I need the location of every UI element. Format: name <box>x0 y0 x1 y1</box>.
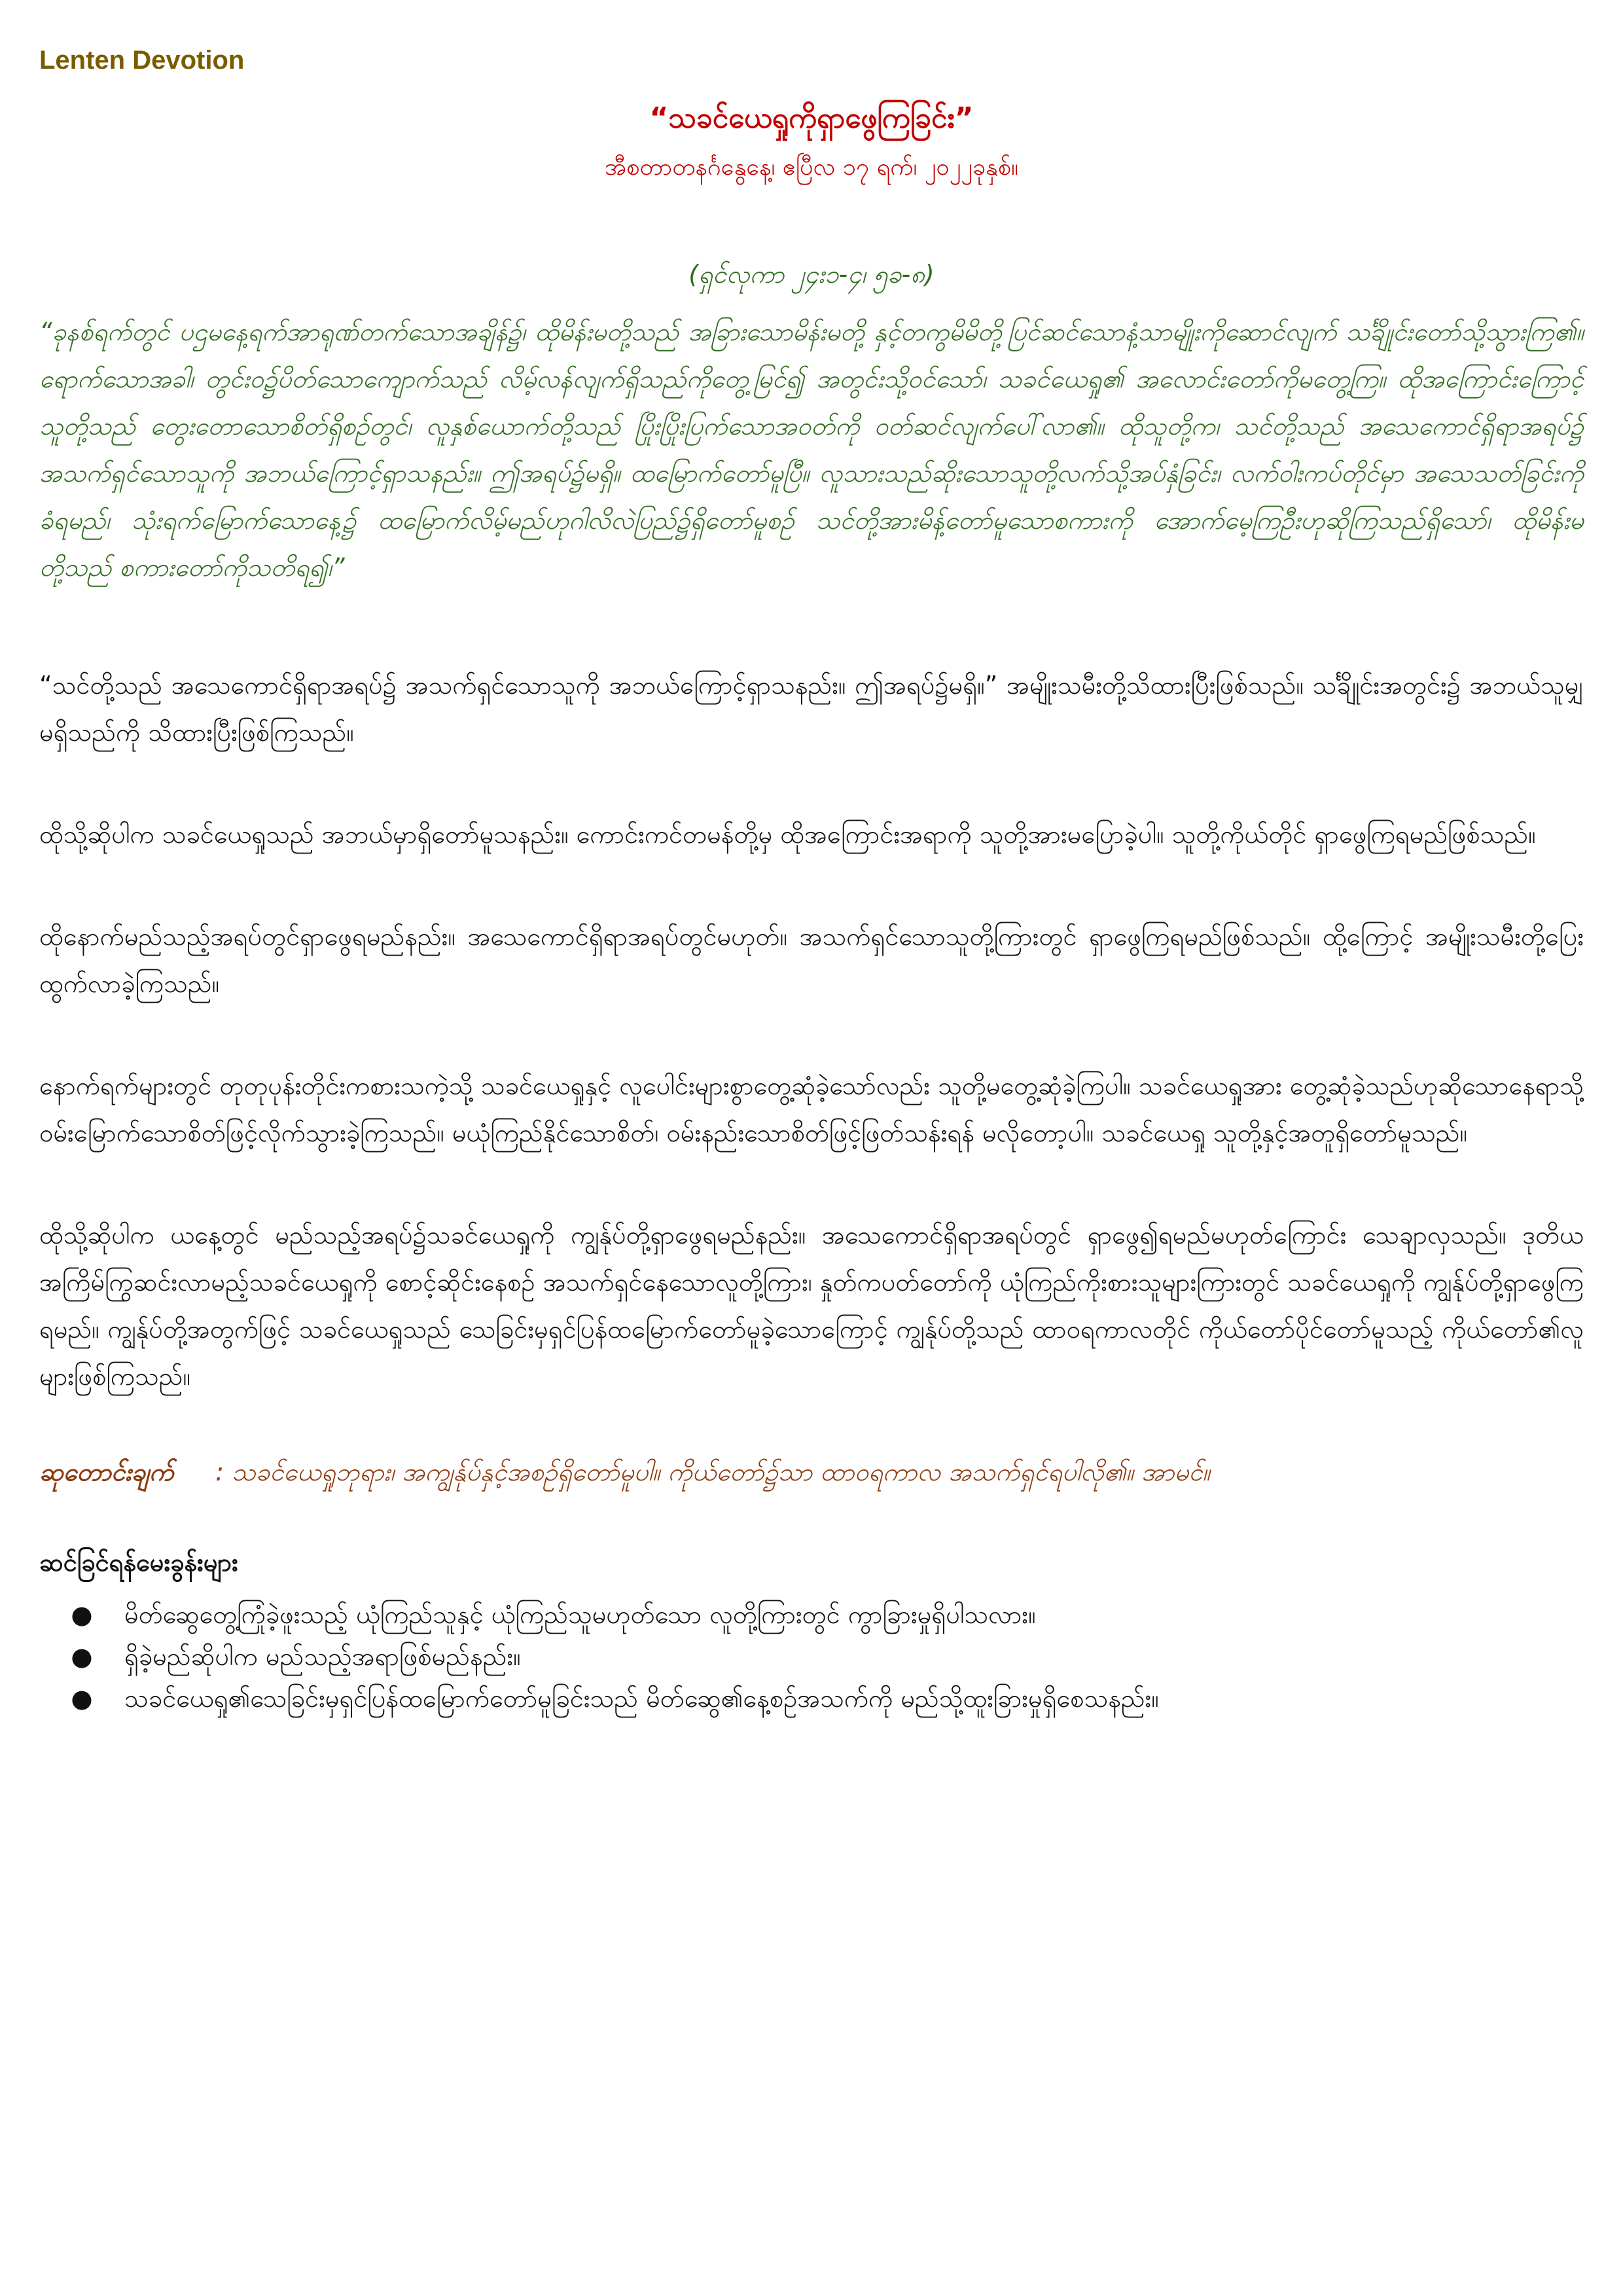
body-paragraph-3: ထိုနောက်မည်သည့်အရပ်တွင်ရှာဖွေရမည်နည်း။ အသေကောင်ရှိရာအရပ်တွင်မဟုတ်။ အသက်ရှင်သောသူတို့ကြားတွင် ရှာဖွေကြရမည်ဖြစ်သည်။ ထို့ကြောင့် အမျိုးသမီးတို့ပြေးထွက်လာခဲ့ကြသည်။ <box>39 922 1584 998</box>
body-paragraph-4: နောက်ရက်များတွင် တုတုပုန်းတိုင်းကစားသကဲ့သို့ သခင်ယေရှုနှင့် လူပေါင်းများစွာတွေ့ဆုံခဲ့သော်လည်း သူတို့မတွေ့ဆုံခဲ့ကြပါ။ သခင်ယေရှုအား တွေ့ဆုံခဲ့သည်ဟုဆိုသောနေရာသို့ ဝမ်းမြောက်သောစိတ်ဖြင့်လိုက်သွားခဲ့ကြသည်။ မယုံကြည်နိုင်သောစိတ်၊ ဝမ်းနည်းသောစိတ်ဖြင့်ဖြတ်သန်းရန် မလိုတော့ပါ။ သခင်ယေရှု သူတို့နှင့်အတူရှိတော်မူသည်။ <box>39 1071 1584 1147</box>
prayer-label: ဆုတောင်းချက် <box>39 1458 174 1486</box>
bullet-icon: ● <box>71 1684 93 1713</box>
bullet-icon: ● <box>71 1600 93 1629</box>
body-paragraph-2: ထိုသို့ဆိုပါက သခင်ယေရှုသည် အဘယ်မှာရှိတော်မူသနည်း။ ကောင်းကင်တမန်တို့မှ ထိုအကြောင်းအရာကို သူတို့အားမပြောခဲ့ပါ။ သူတို့ကိုယ်တိုင် ရှာဖွေကြရမည်ဖြစ်သည်။ <box>39 820 1536 849</box>
list-item <box>39 1636 1584 1677</box>
devotion-title: “သခင်ယေရှုကိုရှာဖွေကြခြင်း” <box>649 101 974 135</box>
bullet-icon: ● <box>71 1642 93 1671</box>
prayer-colon: : <box>215 1458 224 1486</box>
reflection-questions-list <box>39 1594 1584 1719</box>
list-item <box>39 1677 1584 1719</box>
prayer-text: သခင်ယေရှုဘုရား၊ အကျွန်ုပ်နှင့်အစဉ်ရှိတော်မူပါ။ ကိုယ်တော်၌သာ ထာဝရကာလ အသက်ရှင်ရပါလို၏။ အာမင်။ <box>232 1458 1210 1486</box>
prayer-line <box>39 1456 1584 1493</box>
scripture-reference: (ရှင်လုကာ ၂၄း၁-၄၊ ၅ခ-၈) <box>688 260 935 289</box>
devotion-date: အီစတာတနင်္ဂနွေနေ့၊ ဧပြီလ ၁၇ ရက်၊ ၂၀၂၂ခုနှစ်။ <box>605 154 1018 181</box>
scripture-passage: “ခုနစ်ရက်တွင် ပဌမနေ့ရက်အာရုဏ်တက်သောအချိန်၌၊ ထိုမိန်းမတို့သည် အခြားသောမိန်းမတို့ နှင့်တကွမိမိတို့ပြင်ဆင်သောနံ့သာမျိုးကိုဆောင်လျက် သင်္ချိုင်းတော်သို့သွားကြ၏။ ရောက်သောအခါ၊ တွင်းဝ၌ပိတ်သောကျောက်သည် လိမ့်လန်လျက်ရှိသည်ကိုတွေ့မြင်၍ အတွင်းသို့ဝင်သော်၊ သခင်ယေရှု၏ အလောင်းတော်ကိုမတွေ့ကြ။ ထိုအကြောင်းကြောင့်သူတို့သည် တွေးတောသောစိတ်ရှိစဉ်တွင်၊ လူနှစ်ယောက်တို့သည် ပြိုးပြိုးပြက်သောအဝတ်ကို ဝတ်ဆင်လျက်ပေါ်လာ၏။ ထိုသူတို့က၊ သင်တို့သည် အသေကောင်ရှိရာအရပ်၌ အသက်ရှင်သောသူကို အဘယ်ကြောင့်ရှာသနည်း။ ဤအရပ်၌မရှိ။ ထမြောက်တော်မူပြီ။ လူသားသည်ဆိုးသောသူတို့လက်သို့အပ်နှံခြင်း၊ လက်ဝါးကပ်တိုင်မှာ အသေသတ်ခြင်းကိုခံရမည်၊ သုံးရက်မြောက်သောနေ့၌ ထမြောက်လိမ့်မည်ဟုဂါလိလဲပြည်၌ရှိတော်မူစဉ် သင်တို့အားမိန့်တော်မူသောစကားကို အောက်မေ့ကြဦးဟုဆိုကြသည်ရှိသော်၊ ထိုမိန်းမတို့သည် စကားတော်ကိုသတိရ၍၊” <box>39 317 1584 582</box>
question-text: မိတ်ဆွေတွေ့ကြုံခဲ့ဖူးသည့် ယုံကြည်သူနှင့် ယုံကြည်သူမဟုတ်သော လူတို့ကြားတွင် ကွာခြားမှုရှိပါသလား။ <box>124 1600 1036 1629</box>
question-text: ရှိခဲ့မည်ဆိုပါက မည်သည့်အရာဖြစ်မည်နည်း။ <box>124 1642 521 1671</box>
devotion-page <box>39 46 1584 1719</box>
reflection-questions-heading: ဆင်ခြင်ရန်မေးခွန်းများ <box>39 1548 238 1577</box>
body-paragraph-5: ထိုသို့ဆိုပါက ယနေ့တွင် မည်သည့်အရပ်၌သခင်ယေရှုကို ကျွန်ုပ်တို့ရှာဖွေရမည်နည်း။ အသေကောင်ရှိရာအရပ်တွင် ရှာဖွေ၍ရမည်မဟုတ်ကြောင်း သေချာလှသည်။ ဒုတိယအကြိမ်ကြွဆင်းလာမည့်သခင်ယေရှုကို စောင့်ဆိုင်းနေစဉ် အသက်ရှင်နေသောလူတို့ကြား၊ နှုတ်ကပတ်တော်ကို ယုံကြည်ကိုးစားသူများကြားတွင် သခင်ယေရှုကို ကျွန်ုပ်တို့ရှာဖွေကြရမည်။ ကျွန်ုပ်တို့အတွက်ဖြင့် သခင်ယေရှုသည် သေခြင်းမှရှင်ပြန်ထမြောက်တော်မူခဲ့သောကြောင့် ကျွန်ုပ်တို့သည် ထာဝရကာလတိုင် ကိုယ်တော်ပိုင်တော်မူသည့် ကိုယ်တော်၏လူများဖြစ်ကြသည်။ <box>39 1221 1584 1391</box>
series-heading: Lenten Devotion <box>39 46 245 75</box>
question-text: သခင်ယေရှု၏သေခြင်းမှရှင်ပြန်ထမြောက်တော်မူခြင်းသည် မိတ်ဆွေ၏နေ့စဉ်အသက်ကို မည်သို့ထူးခြားမှုရှိစေသနည်း။ <box>124 1684 1159 1713</box>
list-item <box>39 1594 1584 1636</box>
body-paragraph-1: “သင်တို့သည် အသေကောင်ရှိရာအရပ်၌ အသက်ရှင်သောသူကို အဘယ်ကြောင့်ရှာသနည်း။ ဤအရပ်၌မရှိ။” အမျိုးသမီးတို့သိထားပြီးဖြစ်သည်။ သင်္ချိုင်းအတွင်း၌ အဘယ်သူမျှမရှိသည်ကို သိထားပြီးဖြစ်ကြသည်။ <box>39 671 1584 747</box>
